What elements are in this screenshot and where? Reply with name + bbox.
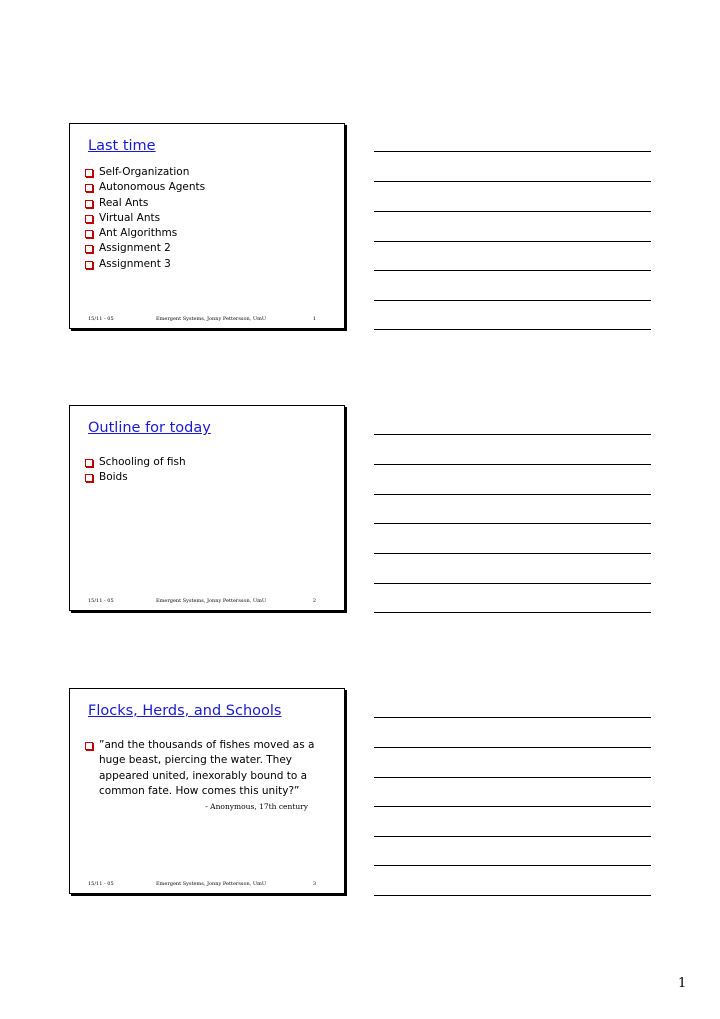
checkbox-bullet-icon [85,742,93,750]
slide-3 [69,688,345,894]
note-line [374,151,651,152]
note-line [374,612,651,613]
note-line [374,895,651,896]
list-item: Self-Organization [85,165,205,180]
slide-title: Outline for today [88,420,211,436]
bullet-list [85,455,186,486]
note-line [374,777,651,778]
note-line [374,806,651,807]
footer-author: Emergent Systems, Jonny Pettersson, UmU [156,316,267,322]
checkbox-bullet-icon [85,169,93,177]
note-line [374,300,651,301]
checkbox-bullet-icon [85,184,93,192]
slide-title: Last time [88,138,156,154]
note-line [374,865,651,866]
footer-date: 15/11 - 05 [88,881,114,887]
checkbox-bullet-icon [85,474,93,482]
list-item: Ant Algorithms [85,226,205,241]
footer-date: 15/11 - 05 [88,316,114,322]
page-number: 1 [678,976,687,991]
list-item: Virtual Ants [85,211,205,226]
list-item: Autonomous Agents [85,180,205,195]
note-line [374,553,651,554]
slide-footer [88,316,316,322]
slide-1 [69,123,345,329]
note-line [374,181,651,182]
bullet-list [85,165,205,272]
note-line [374,270,651,271]
note-line [374,494,651,495]
quote-text: ”and the thousands of fishes moved as a huge beast, piercing the water. They appeared united, inexorably bound to a common fate. How comes this unity?” [99,739,315,797]
note-line [374,747,651,748]
note-line [374,211,651,212]
quote-attribution: - Anonymous, 17th century [205,802,308,811]
note-line [374,464,651,465]
checkbox-bullet-icon [85,215,93,223]
note-line [374,583,651,584]
note-line [374,329,651,330]
list-item [85,738,319,799]
slide-footer [88,598,316,604]
note-line [374,836,651,837]
slide-title: Flocks, Herds, and Schools [88,703,282,719]
slide-number: 1 [312,316,316,322]
note-line [374,523,651,524]
footer-author: Emergent Systems, Jonny Pettersson, UmU [156,881,267,887]
slide-number: 2 [312,598,316,604]
slide-2 [69,405,345,611]
note-line [374,434,651,435]
list-item: Schooling of fish [85,455,186,470]
bullet-list [85,738,319,799]
checkbox-bullet-icon [85,261,93,269]
footer-author: Emergent Systems, Jonny Pettersson, UmU [156,598,267,604]
list-item: Assignment 2 [85,241,205,256]
footer-date: 15/11 - 05 [88,598,114,604]
note-line [374,717,651,718]
checkbox-bullet-icon [85,245,93,253]
checkbox-bullet-icon [85,200,93,208]
slide-number: 3 [312,881,316,887]
list-item: Boids [85,470,186,485]
list-item: Assignment 3 [85,257,205,272]
checkbox-bullet-icon [85,230,93,238]
list-item: Real Ants [85,196,205,211]
slide-footer [88,881,316,887]
note-line [374,241,651,242]
checkbox-bullet-icon [85,459,93,467]
